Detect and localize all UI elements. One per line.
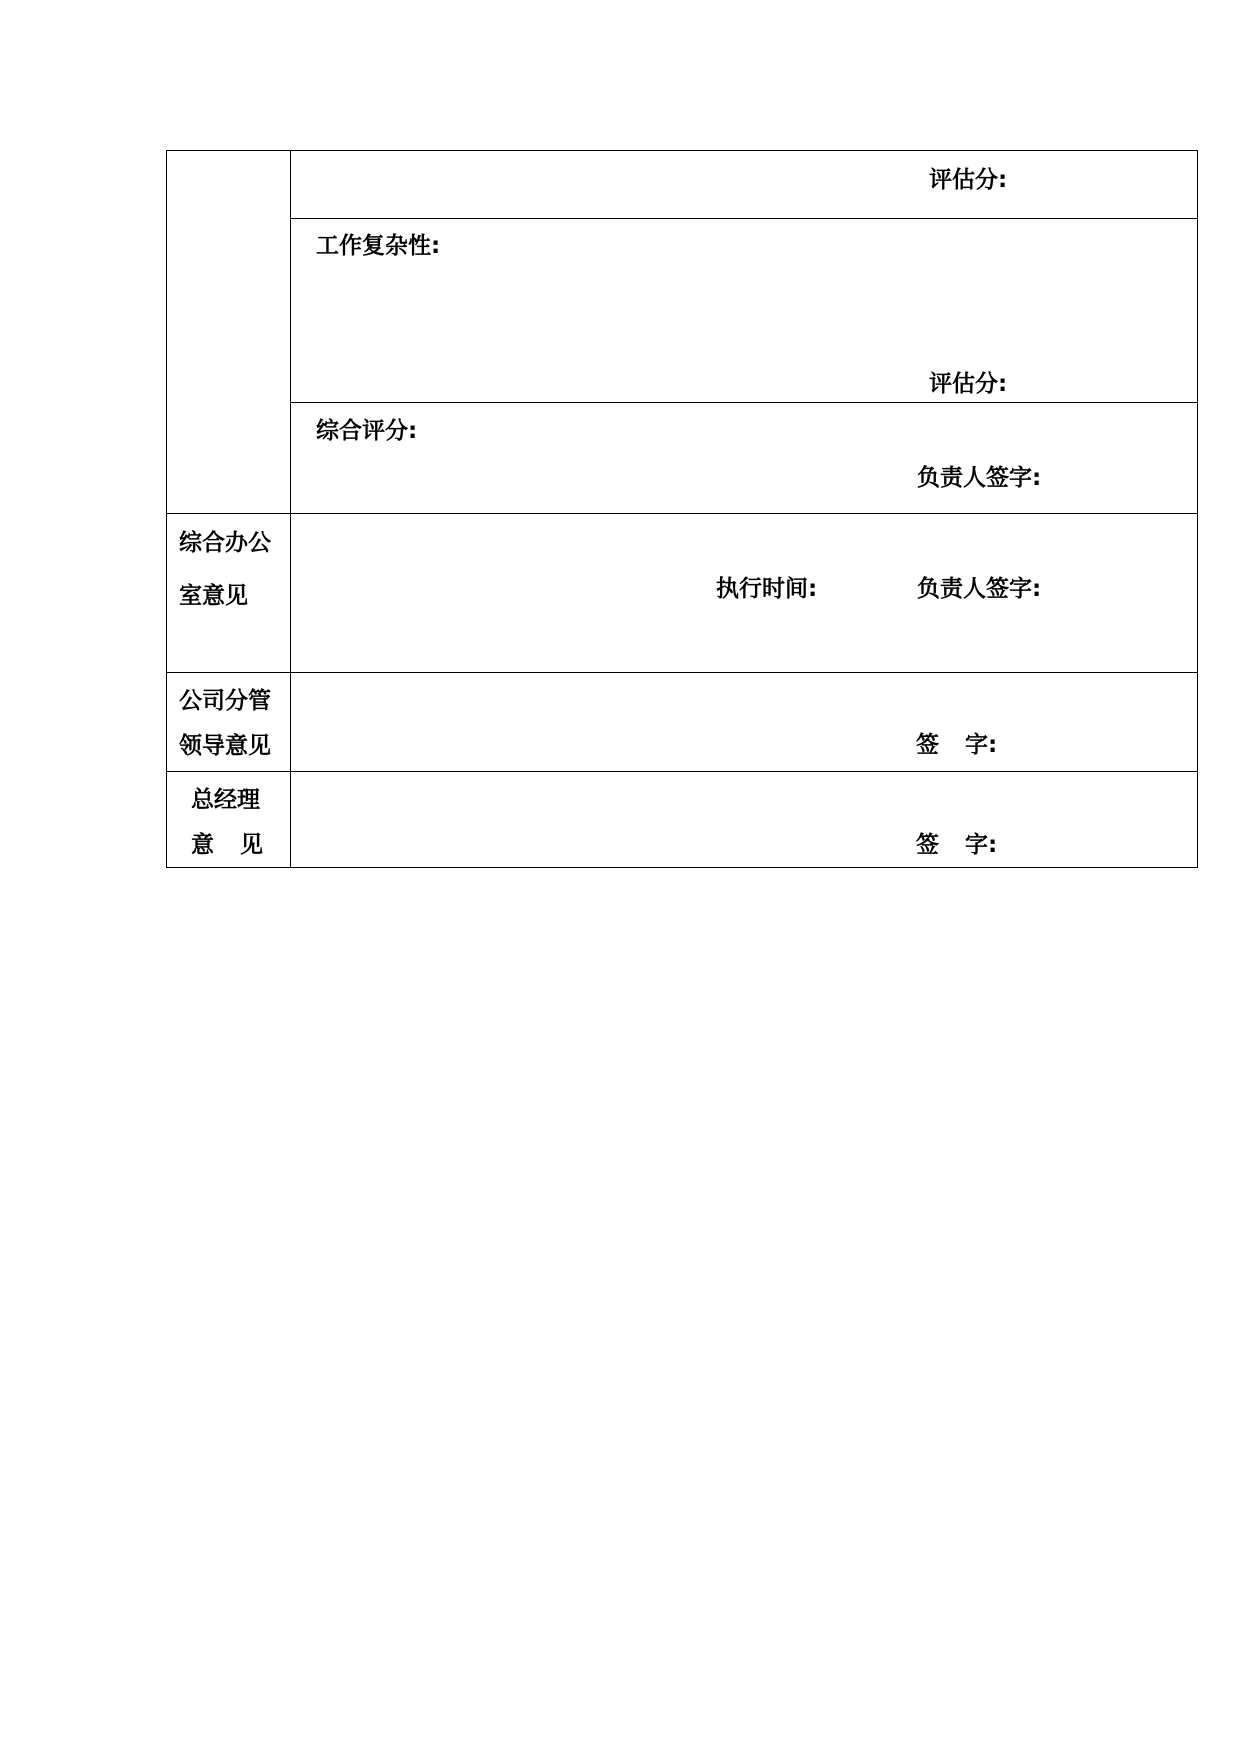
score-label: 评估分:: [929, 167, 1008, 193]
score-label: 评估分:: [929, 371, 1008, 397]
overall-score-label: 综合评分:: [316, 418, 418, 444]
admin-office-opinion-label: 室意见: [179, 583, 248, 609]
evaluation-form-table: [166, 150, 1198, 868]
section-divider: [167, 771, 1197, 772]
division-leader-opinion-label: 公司分管: [179, 688, 271, 714]
work-complexity-label: 工作复杂性:: [316, 233, 441, 259]
general-manager-opinion-label: 总经理: [191, 787, 260, 813]
division-leader-opinion-label: 领导意见: [179, 733, 271, 759]
section-divider: [167, 513, 1197, 514]
signature-label: 签 字:: [916, 832, 998, 858]
row-divider: [291, 402, 1197, 403]
responsible-signature-label: 负责人签字:: [917, 576, 1042, 602]
signature-label: 签 字:: [916, 732, 998, 758]
admin-office-opinion-label: 综合办公: [179, 530, 271, 556]
row-divider: [291, 218, 1197, 219]
responsible-signature-label: 负责人签字:: [917, 465, 1042, 491]
general-manager-opinion-label: 意 见: [191, 832, 263, 858]
section-divider: [167, 672, 1197, 673]
execution-time-label: 执行时间:: [716, 576, 818, 602]
column-divider: [290, 151, 291, 867]
